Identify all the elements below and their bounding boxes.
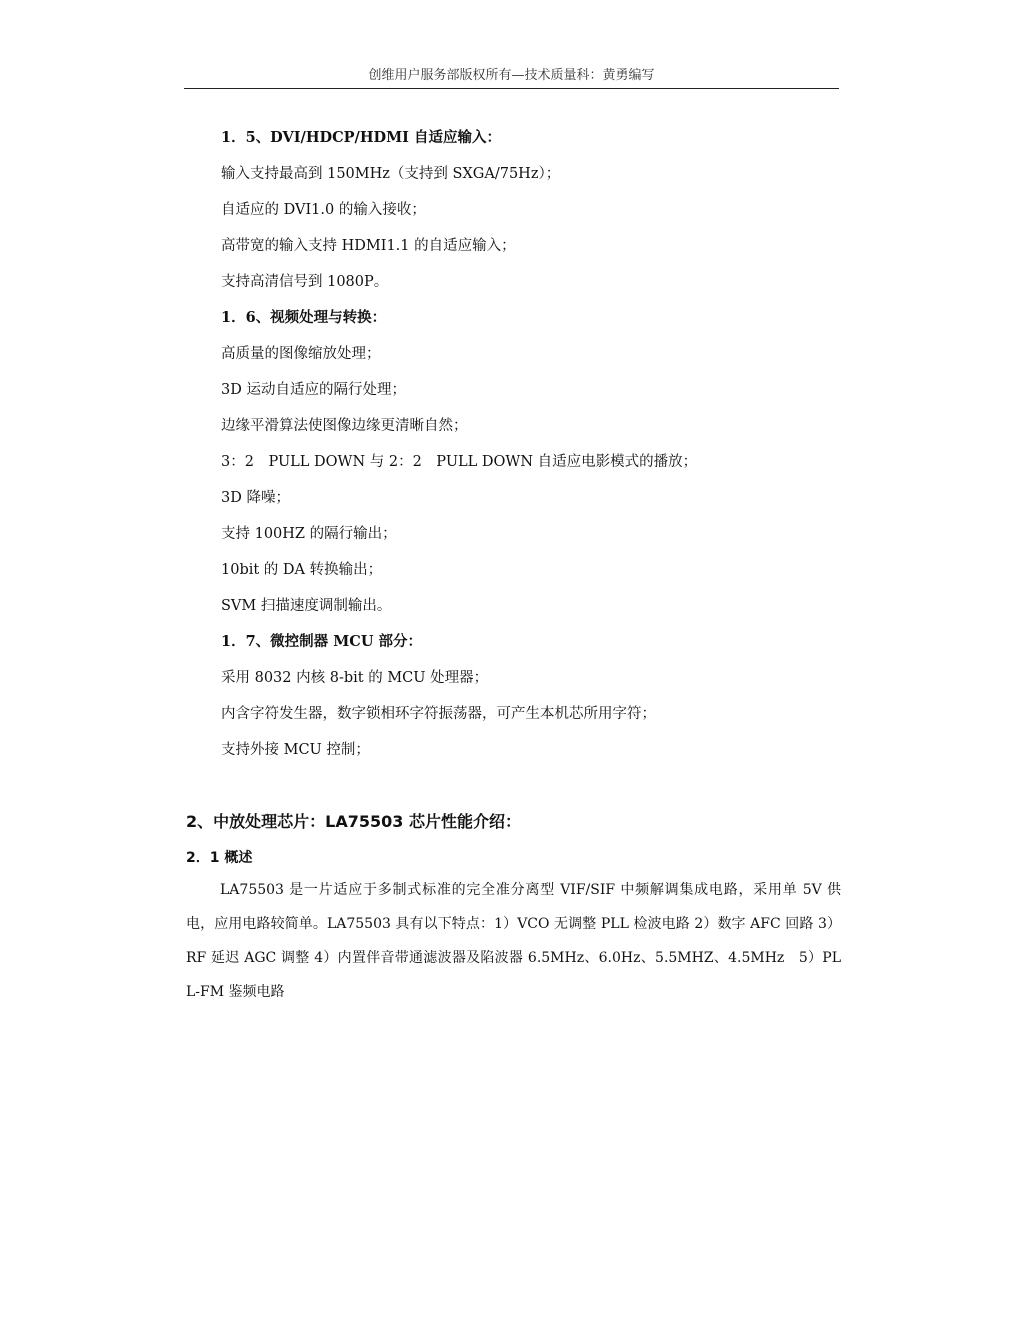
line-18: 支持外接 MCU 控制；	[221, 742, 370, 758]
line-1: 1．5、DVI/HDCP/HDMI 自适应输入：	[221, 129, 501, 146]
line-16: 采用 8032 内核 8-bit 的 MCU 处理器；	[221, 670, 489, 686]
line-8: 3D 运动自适应的隔行处理；	[221, 382, 406, 398]
header-text: 创维用户服务部版权所有—技术质量科：黄勇编写	[368, 68, 655, 83]
section-2-subtitle: 2．1 概述	[186, 850, 253, 866]
section-2-title-wrap	[186, 811, 841, 833]
line-10: 3：2 PULL DOWN 与 2：2 PULL DOWN 自适应电影模式的播放；	[221, 454, 698, 470]
section-2-title: 2、中放处理芯片：LA75503 芯片性能介绍：	[186, 812, 521, 831]
line-9: 边缘平滑算法使图像边缘更清晰自然；	[221, 418, 468, 434]
line-15: 1．7、微控制器 MCU 部分：	[221, 633, 423, 650]
line-6: 1．6、视频处理与转换：	[221, 309, 387, 326]
line-11: 3D 降噪；	[221, 490, 290, 506]
line-7: 高质量的图像缩放处理；	[221, 346, 381, 362]
line-17: 内含字符发生器，数字锁相环字符振荡器，可产生本机芯所用字符；	[221, 706, 656, 722]
line-14: SVM 扫描速度调制输出。	[221, 598, 392, 614]
line-2: 输入支持最高到 150MHz（支持到 SXGA/75Hz）；	[221, 166, 561, 182]
line-13: 10bit 的 DA 转换输出；	[221, 562, 383, 578]
line-4: 高带宽的输入支持 HDMI1.1 的自适应输入；	[221, 238, 516, 254]
page-header	[184, 66, 839, 89]
section-2-paragraph: LA75503 是一片适应于多制式标准的完全准分离型 VIF/SIF 中频解调集成电路，采用单 5V 供电，应用电路较简单。LA75503 具有以下特点：1）VCO 无调整 PLL 检波电路 2）数字 AFC 回路 3）RF 延迟 AGC 调整 4）内置伴音带通滤波器及陷波器 6.5MHz、6.0Hz、5.5MHZ、4.5MHz 5）PLL-FM 鉴频电路	[186, 882, 841, 1000]
section-1-body	[221, 128, 841, 776]
line-12: 支持 100HZ 的隔行输出；	[221, 526, 397, 542]
section-2-subtitle-wrap	[186, 848, 841, 868]
line-3: 自适应的 DVI1.0 的输入接收；	[221, 202, 426, 218]
section-2-body	[186, 873, 841, 1009]
line-5: 支持高清信号到 1080P。	[221, 274, 389, 290]
